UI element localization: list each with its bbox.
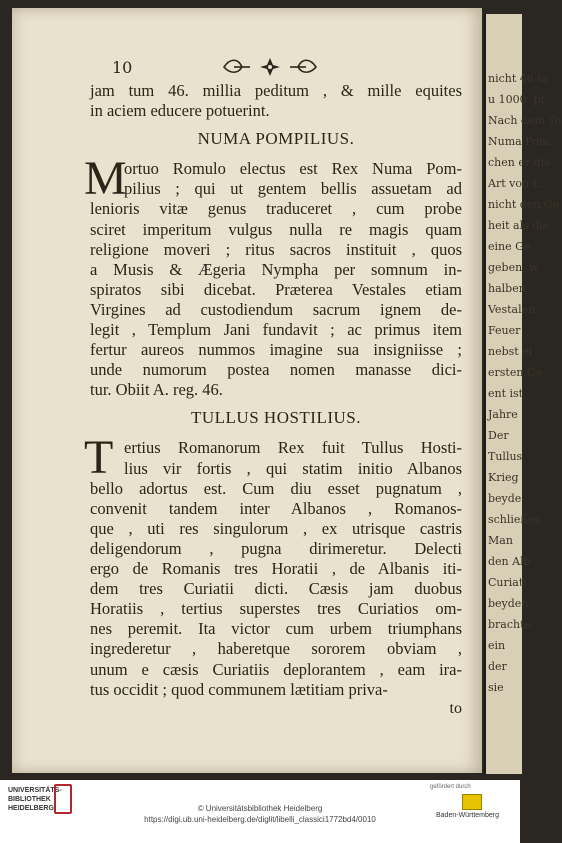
page-number: 10 [112,58,133,77]
text-line: tus occidit ; quod communem lætitiam priva- [90,679,388,699]
facing-page-fragment: beyden [488,597,529,610]
facing-page-fragment: Vestalen [488,303,536,316]
text-line: que , uti res singulorum , ex utrisque castris [90,518,462,538]
facing-page-fragment: ein [488,639,506,652]
facing-page-fragment: Jahre [488,408,518,421]
book-page [12,8,482,773]
text-line: fertur aureos nummos imagine sua insigniisse ; [90,340,462,360]
text-line: bello adortus est. Cum diu esset pugnatum , [90,478,462,498]
text-line: deligendorum , pugna dirimeretur. Delecti [90,538,462,558]
facing-page-fragment: schließen [488,513,542,526]
facing-page-fragment: u 1000. pf [488,93,545,106]
section-heading: TULLUS HOSTILIUS. [191,408,361,428]
text-line: convenit tandem inter Albanos , Romanos- [90,498,462,518]
facing-page-edge [484,14,562,774]
facing-page-fragment: geben, w [488,261,539,274]
library-name: UNIVERSITÄTS- BIBLIOTHEK HEIDELBERG [8,787,62,812]
facing-page-fragment: sie [488,681,504,694]
facing-page-fragment: ersten Ge [488,366,543,379]
text-line: spiratos sibi dicebat. Præterea Vestales etiam [90,279,462,299]
sponsor-name: Baden-Württemberg [436,812,500,819]
text-line: ingrederetur , haberetque sororem obviam , [90,639,462,659]
page-header [12,58,482,78]
source-url-link[interactable]: https://digi.ub.uni-heidelberg.de/diglit/libelli_classici1772bd4/0010 [144,815,376,824]
facing-page-fragment: chen er die [488,156,551,169]
text-line: ergo de Romanis tres Horatii , de Albanis iti- [90,559,462,578]
text-line: Virgines ad custodiendum sacrum ignem de- [90,299,462,319]
text-line: lius vir fortis , qui statim initio Albanos [124,458,462,478]
catchword: to [449,699,462,717]
facing-page-fragment: Numa Pom [488,135,550,148]
facing-page-fragment: Feuer [488,324,521,337]
facing-page-fragment: eine Ge [488,240,531,253]
facing-page-fragment: nebst ei [488,345,533,358]
facing-page-fragment: Curiati [488,576,527,589]
facing-page-fragment: Art von L [488,177,540,190]
facing-page-fragment: beyde [488,492,522,505]
text-line: Horatiis , tertius superstes tres Curiatios om- [90,599,462,619]
facing-page-fragment: brachte [488,618,532,631]
facing-page-fragment: den Alb [488,555,531,568]
facing-page-fragment: Tullus [488,450,523,463]
sponsor-label: gefördert durch [430,784,471,790]
text-line: jam tum 46. millia peditum , & mille equites [90,81,462,100]
facing-page-fragment: Krieg [488,471,519,484]
ornament-icon [220,56,320,78]
facing-page-fragment: ent ist, [488,387,527,400]
facing-page-fragment: nicht den Ge [488,198,560,211]
sponsor-logo-icon [462,794,482,810]
text-line: pilius ; qui ut gentem bellis assuetam ad [124,179,462,199]
facing-page-fragment: heit als die [488,219,550,232]
text-line: a Musis & Ægeria Nympha per somnum in- [90,259,462,279]
text-line: religione moveri ; ritus sacros instituit , quos [90,239,462,259]
facing-page-fragment: Der [488,429,509,442]
text-line: nes peremit. Ita victor cum urbem triumphans [90,619,462,639]
text-line: dem tres Curiatii dicti. Cæsis jam duobus [90,579,462,599]
text-line: ortuo Romulo electus est Rex Numa Pom- [124,159,462,179]
text-line: sciret imperitum vulgus nulla re magis quam [90,219,462,239]
text-line: unde numorum postea nomen manasse dici- [90,360,462,380]
text-line: ertius Romanorum Rex fuit Tullus Hosti- [124,438,462,458]
copyright-text: © Universitätsbibliothek Heidelberg [197,804,323,813]
drop-cap: M [84,152,127,206]
facing-page-fragment: nicht 46 ta [488,72,549,85]
facing-page-fragment: der [488,660,507,673]
text-line: tur. Obiit A. reg. 46. [90,380,223,400]
text-line: in aciem educere potuerint. [90,101,270,121]
facing-page-fragment: halben [488,282,526,295]
footer-bar [0,780,520,843]
section-heading: NUMA POMPILIUS. [197,129,355,149]
text-line: legit , Templum Jani fundavit ; ac primus item [90,320,462,339]
facing-page-fragment: Nach dem To [488,114,562,127]
drop-cap: T [84,431,114,485]
text-line: unum e cæsis Curiatiis deplorantem , eam ira- [90,659,462,679]
facing-page-fragment: Man [488,534,513,547]
text-line: lenioris vitæ genus traduceret , cum probe [90,199,462,219]
